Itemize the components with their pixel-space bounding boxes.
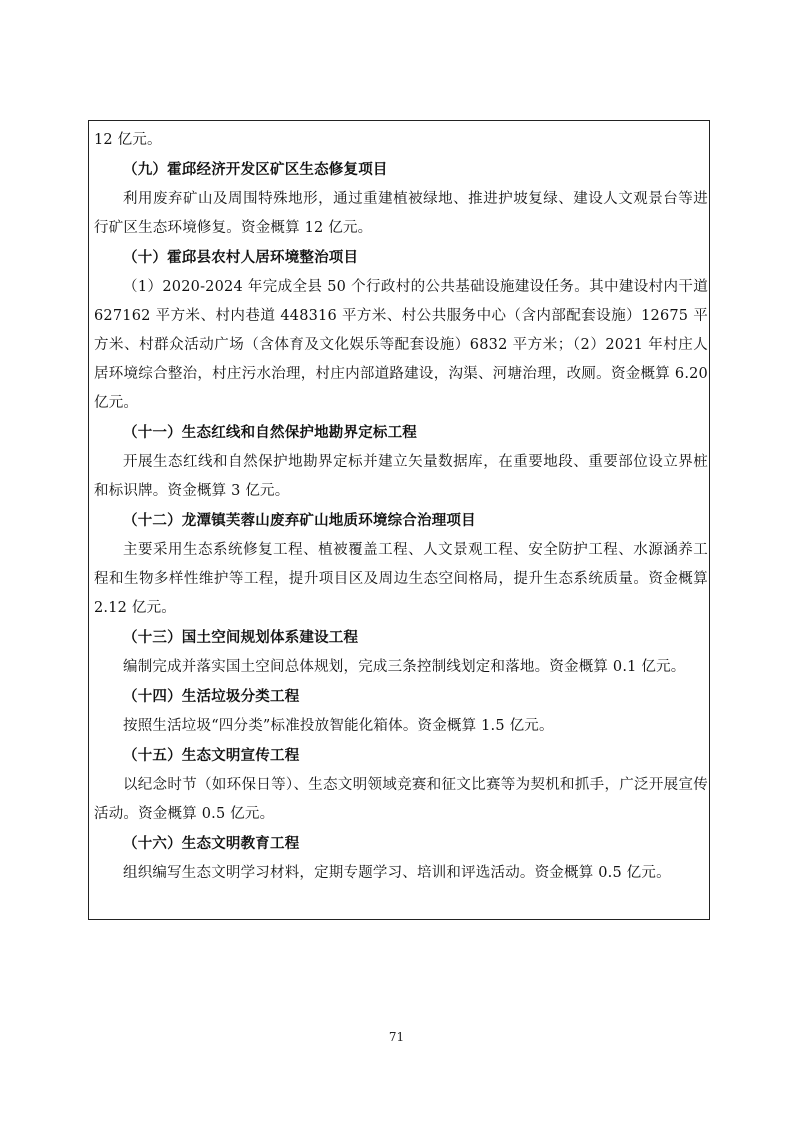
section-heading-12: （十二）龙潭镇芙蓉山废弃矿山地质环境综合治理项目 bbox=[123, 513, 476, 529]
paragraph-section-13: 编制完成并落实国土空间总体规划，完成三条控制线划定和落地。资金概算 0.1 亿元。 bbox=[123, 659, 686, 675]
paragraph-section-11: 开展生态红线和自然保护地勘界定标并建立矢量数据库，在重要地段、重要部位设立界桩和标识牌。资金概算 3 亿元。 bbox=[94, 454, 708, 499]
section-heading-13: （十三）国土空间规划体系建设工程 bbox=[123, 630, 359, 646]
paragraph-section-16: 组织编写生态文明学习材料，定期专题学习、培训和评选活动。资金概算 0.5 亿元。 bbox=[123, 865, 671, 881]
page-number: 71 bbox=[388, 1030, 405, 1044]
document-body bbox=[94, 126, 708, 888]
paragraph-section-9: 利用废弃矿山及周围特殊地形，通过重建植被绿地、推进护坡复绿、建设人文观景台等进行矿区生态环境修复。资金概算 12 亿元。 bbox=[94, 191, 708, 236]
paragraph-continuation: 12 亿元。 bbox=[94, 132, 162, 148]
section-heading-10: （十）霍邱县农村人居环境整治项目 bbox=[123, 250, 359, 266]
section-heading-11: （十一）生态红线和自然保护地勘界定标工程 bbox=[123, 425, 417, 441]
section-heading-9: （九）霍邱经济开发区矿区生态修复项目 bbox=[123, 162, 388, 178]
section-heading-16: （十六）生态文明教育工程 bbox=[123, 836, 300, 852]
section-heading-14: （十四）生活垃圾分类工程 bbox=[123, 689, 300, 705]
paragraph-section-10: （1）2020-2024 年完成全县 50 个行政村的公共基础设施建设任务。其中建设村内干道 627162 平方米、村内巷道 448316 平方米、村公共服务中心（含内部配套设施）12675 平方米、村群众活动广场（含体育及文化娱乐等配套设施）6832 平方米；（2）2021 年村庄人居环境综合整治，村庄污水治理，村庄内部道路建设，沟渠、河塘治理，改厕。资金概算 6.20 亿元。 bbox=[94, 279, 708, 411]
paragraph-section-15: 以纪念时节（如环保日等）、生态文明领域竞赛和征文比赛等为契机和抓手，广泛开展宣传活动。资金概算 0.5 亿元。 bbox=[94, 777, 708, 822]
paragraph-section-12: 主要采用生态系统修复工程、植被覆盖工程、人文景观工程、安全防护工程、水源涵养工程和生物多样性维护等工程，提升项目区及周边生态空间格局，提升生态系统质量。资金概算 2.12 亿元。 bbox=[94, 542, 708, 616]
section-heading-15: （十五）生态文明宣传工程 bbox=[123, 748, 300, 764]
paragraph-section-14: 按照生活垃圾“四分类”标准投放智能化箱体。资金概算 1.5 亿元。 bbox=[123, 718, 554, 734]
